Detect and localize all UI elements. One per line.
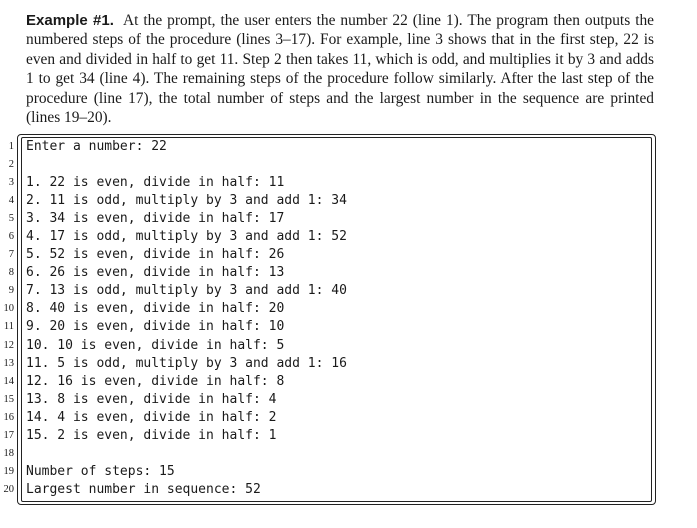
line-numbers: [0, 138, 14, 499]
line-number: 10: [3, 303, 14, 315]
line-number: 8: [8, 267, 14, 279]
output-line: 3. 34 is even, divide in half: 17: [26, 211, 285, 227]
output-line: 5. 52 is even, divide in half: 26: [26, 247, 285, 263]
line-number: 11: [3, 321, 14, 333]
example-text: At the prompt, the user enters the number 22 (line 1). The program then outputs the numbered steps of the procedure (lines 3–17). For example, line 3 shows that in the first step, 22 is even and divided in half to get 11. Step 2 then takes 11, which is odd, and multiplies it by 3 and adds 1 to get 34 (line 4). The remaining steps of the procedure follow similarly. After the last step of the procedure (line 17), the total number of steps and the largest number in the sequence are printed (lines 19–20).: [26, 12, 654, 127]
output-line: 12. 16 is even, divide in half: 8: [26, 373, 285, 389]
program-output: [26, 138, 347, 499]
code-listing: [0, 134, 660, 508]
output-line: 2. 11 is odd, multiply by 3 and add 1: 34: [26, 193, 347, 209]
output-line: Number of steps: 15: [26, 463, 175, 479]
output-line: Enter a number: 22: [26, 139, 167, 154]
line-number: 1: [8, 141, 14, 152]
output-line: 8. 40 is even, divide in half: 20: [26, 301, 285, 317]
example-heading: Example #1.: [26, 12, 114, 29]
line-number: 17: [3, 429, 14, 441]
line-number: 19: [3, 465, 14, 477]
output-line: 7. 13 is odd, multiply by 3 and add 1: 40: [26, 283, 347, 299]
output-line: 6. 26 is even, divide in half: 13: [26, 265, 285, 281]
line-number: 16: [3, 411, 14, 423]
output-line: 4. 17 is odd, multiply by 3 and add 1: 52: [26, 229, 347, 245]
line-number: 18: [3, 447, 14, 459]
line-number: 4: [8, 195, 14, 207]
line-number: 20: [3, 483, 14, 495]
line-number: 15: [3, 393, 14, 405]
output-line: 14. 4 is even, divide in half: 2: [26, 409, 277, 425]
output-line: [26, 445, 347, 463]
line-number: 5: [8, 213, 14, 225]
line-number: 6: [8, 231, 14, 243]
output-line: 10. 10 is even, divide in half: 5: [26, 337, 285, 353]
output-line: 9. 20 is even, divide in half: 10: [26, 319, 285, 335]
output-line: 11. 5 is odd, multiply by 3 and add 1: 16: [26, 355, 347, 371]
output-line: Largest number in sequence: 52: [26, 481, 261, 497]
output-line: [26, 156, 347, 174]
line-number: 12: [3, 339, 14, 351]
line-number: 9: [8, 285, 14, 297]
output-line: 15. 2 is even, divide in half: 1: [26, 427, 277, 443]
line-number: 14: [3, 375, 14, 387]
line-number: 2: [8, 159, 14, 171]
line-number: 13: [3, 357, 14, 369]
output-line: 13. 8 is even, divide in half: 4: [26, 391, 277, 407]
line-number: 3: [8, 177, 14, 189]
example-description: [26, 11, 654, 127]
line-number: 7: [8, 249, 14, 261]
output-line: 1. 22 is even, divide in half: 11: [26, 175, 285, 191]
